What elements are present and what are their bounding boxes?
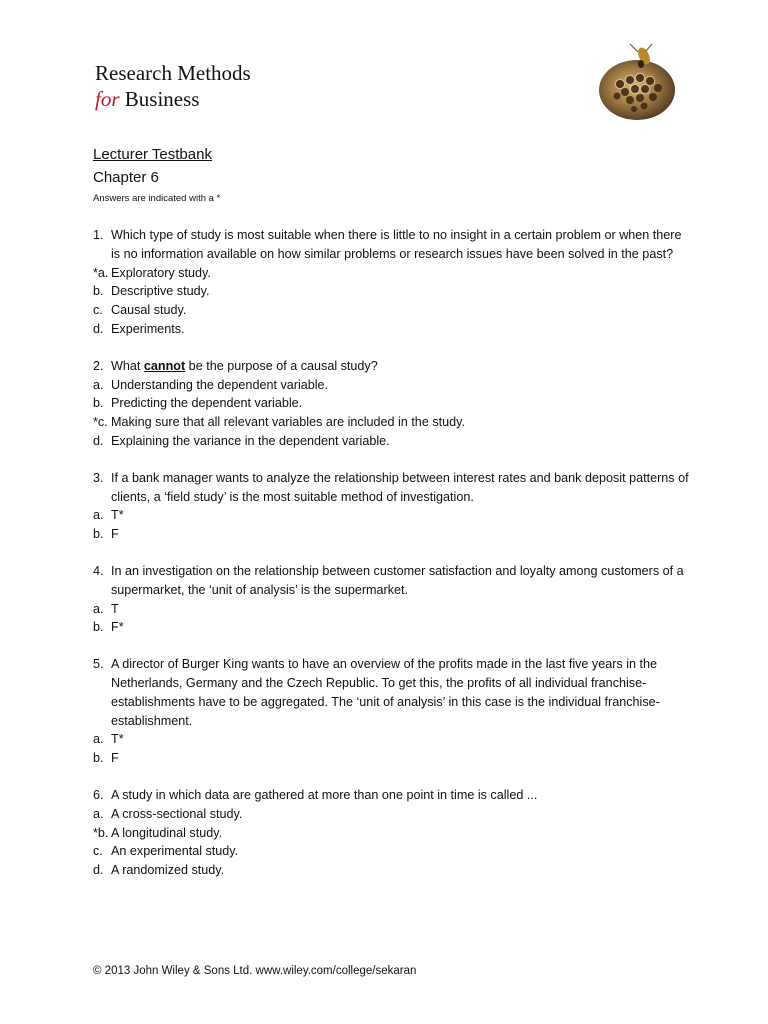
question-text-pre: What [111,358,144,373]
answer-option [93,618,693,637]
option-text: Explaining the variance in the dependent variable. [111,433,390,448]
question-number: 4. [93,563,104,578]
question-stem [93,786,693,805]
question-stem [93,655,693,730]
wasp-nest-icon [594,40,680,126]
answer-option [93,824,693,843]
answer-option [93,282,693,301]
brand-for: for [95,87,120,111]
option-label: d. [93,433,104,448]
question-text: If a bank manager wants to analyze the relationship between interest rates and bank deposit patterns of clients, a ‘field study’ is the most suitable method of investigation. [111,470,689,504]
option-label: c. [93,844,103,859]
option-text: Making sure that all relevant variables are included in the study. [111,415,465,430]
brand-title [95,60,251,112]
brand-business: Business [124,87,200,111]
question-1 [93,226,693,339]
question-4 [93,562,693,637]
question-text-post: be the purpose of a causal study? [185,358,378,373]
answer-option [93,506,693,525]
answer-option [93,861,693,880]
copyright-footer: © 2013 John Wiley & Sons Ltd. www.wiley.com/college/sekaran [93,965,417,977]
emphasis-word: cannot [143,358,186,373]
option-label: b. [93,396,104,411]
question-text: A study in which data are gathered at more than one point in time is called ... [111,787,538,802]
brand-line-2 [95,86,251,112]
option-text: Causal study. [111,303,187,318]
brand-line-1: Research Methods [95,61,251,85]
option-label: d. [93,863,104,878]
question-stem [93,357,693,376]
option-label: *a. [93,265,109,280]
option-label: a. [93,806,104,821]
option-label: d. [93,321,104,336]
option-label: a. [93,601,104,616]
option-text: Understanding the dependent variable. [111,377,329,392]
answer-option [93,301,693,320]
option-label: *c. [93,415,108,430]
option-label: a. [93,377,104,392]
question-text: A director of Burger King wants to have an overview of the profits made in the last five years in the Netherlands, Germany and the Czech Republic. To get this, the profits of all individual franchise-establishments have to be aggregated. The ‘unit of analysis’ in this case is the individual franchise-establishment. [111,657,660,728]
question-stem [93,469,693,507]
answer-option [93,749,693,768]
answer-option [93,320,693,339]
option-label: b. [93,751,104,766]
question-stem [93,562,693,600]
question-text [111,357,693,376]
document-title: Lecturer Testbank [93,146,212,163]
answer-option [93,376,693,395]
option-text: A randomized study. [111,863,225,878]
answer-option [93,805,693,824]
option-text: F [111,527,119,542]
answer-option [93,432,693,451]
question-number: 1. [93,228,104,242]
option-label: b. [93,527,104,542]
option-label: a. [93,732,104,747]
answer-option [93,842,693,861]
option-text: T* [111,508,124,523]
option-text: T* [111,732,124,747]
option-text: A longitudinal study. [111,825,223,840]
option-text: T [111,601,119,616]
answers-note: Answers are indicated with a * [93,193,221,204]
question-text: Which type of study is most suitable when there is little to no insight in a certain problem or when there is no information available on how similar problems or research issues have been solved in the past? [111,228,682,261]
option-label: b. [93,284,104,299]
question-2 [93,357,693,451]
option-text: Experiments. [111,321,185,336]
answer-option [93,600,693,619]
question-5 [93,655,693,768]
question-number: 3. [93,470,104,485]
option-label: *b. [93,825,109,840]
option-text: Predicting the dependent variable. [111,396,303,411]
chapter-heading: Chapter 6 [93,169,159,186]
option-text: An experimental study. [111,844,239,859]
question-text: In an investigation on the relationship between customer satisfaction and loyalty among customers of a supermarket, the ‘unit of analysis’ is the supermarket. [111,563,684,597]
option-text: A cross-sectional study. [111,806,243,821]
option-label: a. [93,508,104,523]
option-text: Descriptive study. [111,284,210,299]
question-number: 6. [93,787,104,802]
answer-option [93,730,693,749]
question-list [93,226,693,898]
question-number: 2. [93,358,104,373]
answer-option [93,525,693,544]
option-text: Exploratory study. [111,265,211,280]
question-number: 5. [93,657,104,672]
answer-option [93,413,693,432]
option-label: c. [93,303,103,318]
option-text: F* [111,620,124,635]
option-label: b. [93,620,104,635]
question-6 [93,786,693,880]
answer-option [93,394,693,413]
option-text: F [111,751,119,766]
question-3 [93,469,693,544]
answer-option [93,264,693,283]
question-stem [93,226,693,264]
